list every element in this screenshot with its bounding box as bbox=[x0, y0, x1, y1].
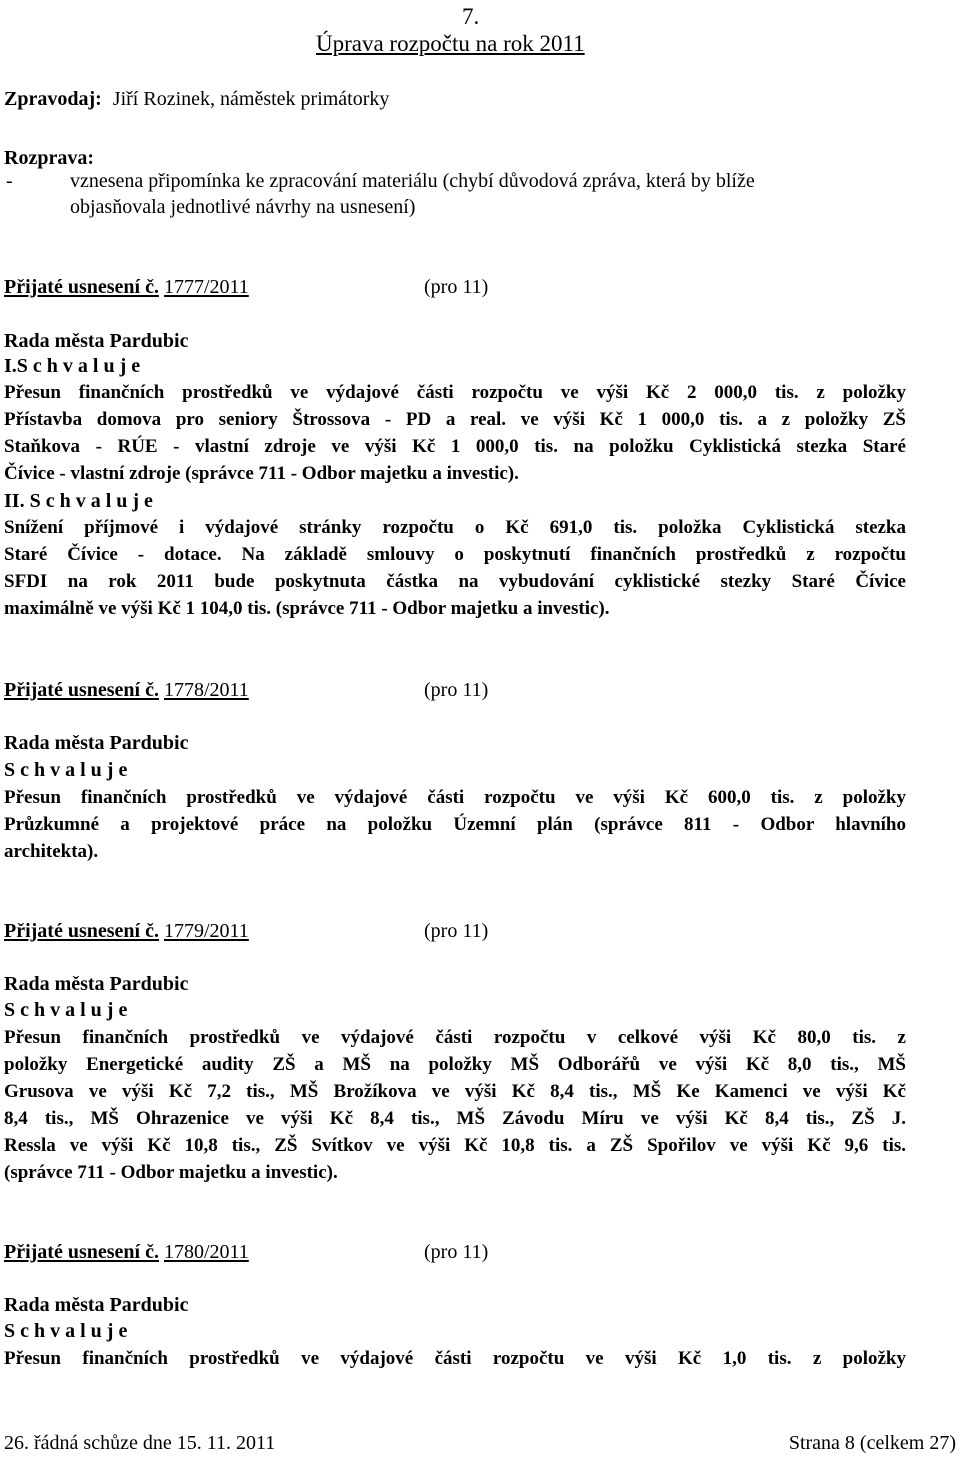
resolution-header-1779 bbox=[4, 918, 249, 944]
resolution-body-1780 bbox=[4, 1345, 906, 1372]
resolution-body-1778 bbox=[4, 784, 906, 865]
resolution-header-1777 bbox=[4, 274, 249, 300]
resolution-vote: (pro 11) bbox=[424, 679, 489, 701]
resolution-vote: (pro 11) bbox=[424, 1241, 489, 1263]
body-line: Přesun finančních prostředků ve výdajové části rozpočtu ve výši Kč 2 000,0 tis. z položky bbox=[4, 382, 906, 403]
council-name: Rada města Pardubic bbox=[4, 330, 189, 352]
resolution-prefix: Přijaté usnesení č. bbox=[4, 1241, 159, 1263]
body-line: Průzkumné a projektové práce na položku Územní plán (správce 811 - Odbor hlavního bbox=[4, 814, 906, 835]
resolution-body-1777-a bbox=[4, 379, 906, 487]
footer-session: 26. řádná schůze dne 15. 11. 2011 bbox=[4, 1432, 276, 1454]
reporter-name: Jiří Rozinek, náměstek primátorky bbox=[112, 88, 390, 110]
discussion-line-1: vznesena připomínka ke zpracování materiálu (chybí důvodová zpráva, která by blíže bbox=[70, 170, 755, 192]
approve-heading: S c h v a l u j e bbox=[4, 1320, 128, 1342]
body-line: Staňkova - RÚE - vlastní zdroje ve výši Kč 1 000,0 tis. na položku Cyklistická stezka Staré bbox=[4, 436, 906, 457]
resolution-number: 1778/2011 bbox=[163, 679, 249, 701]
approve-heading-2: II. S c h v a l u j e bbox=[4, 490, 153, 512]
page-title: Úprava rozpočtu na rok 2011 bbox=[316, 31, 585, 56]
body-line: Staré Čívice - dotace. Na základě smlouvy o poskytnutí finančních prostředků z rozpočtu bbox=[4, 544, 906, 565]
body-line: Přesun finančních prostředků ve výdajové části rozpočtu v celkové výši Kč 80,0 tis. z bbox=[4, 1027, 906, 1048]
resolution-prefix: Přijaté usnesení č. bbox=[4, 920, 159, 942]
approve-heading: S c h v a l u j e bbox=[4, 759, 128, 781]
body-line: Přesun finančních prostředků ve výdajové části rozpočtu ve výši Kč 600,0 tis. z položky bbox=[4, 787, 906, 808]
body-line: Snížení příjmové i výdajové stránky rozpočtu o Kč 691,0 tis. položka Cyklistická stezka bbox=[4, 517, 906, 538]
reporter-label: Zpravodaj: bbox=[4, 88, 102, 110]
agenda-number: 7. bbox=[462, 4, 480, 29]
body-line: položky Energetické audity ZŠ a MŠ na položky MŠ Odborářů ve výši Kč 8,0 tis., MŠ bbox=[4, 1054, 906, 1075]
body-line: Přesun finančních prostředků ve výdajové části rozpočtu ve výši Kč 1,0 tis. z položky bbox=[4, 1348, 906, 1369]
resolution-header-1780 bbox=[4, 1239, 249, 1265]
body-line: (správce 711 - Odbor majetku a investic). bbox=[4, 1162, 338, 1183]
resolution-vote: (pro 11) bbox=[424, 276, 489, 298]
discussion-line-2: objasňovala jednotlivé návrhy na usnesení) bbox=[70, 196, 416, 218]
discussion-label: Rozprava: bbox=[4, 147, 94, 169]
resolution-vote: (pro 11) bbox=[424, 920, 489, 942]
discussion-dash: - bbox=[6, 170, 13, 192]
resolution-body-1779 bbox=[4, 1024, 906, 1186]
body-line: Ressla ve výši Kč 10,8 tis., ZŠ Svítkov ve výši Kč 10,8 tis. a ZŠ Spořilov ve výši Kč 9,6 tis. bbox=[4, 1135, 906, 1156]
approve-heading: S c h v a l u j e bbox=[4, 999, 128, 1021]
resolution-body-1777-b bbox=[4, 514, 906, 622]
body-line: architekta). bbox=[4, 841, 99, 862]
body-line: SFDI na rok 2011 bude poskytnuta částka na vybudování cyklistické stezky Staré Čívice bbox=[4, 571, 906, 592]
body-line: 8,4 tis., MŠ Ohrazenice ve výši Kč 8,4 tis., MŠ Závodu Míru ve výši Kč 8,4 tis., ZŠ J. bbox=[4, 1108, 906, 1129]
council-name: Rada města Pardubic bbox=[4, 732, 189, 754]
resolution-number: 1777/2011 bbox=[163, 276, 249, 298]
body-line: Grusova ve výši Kč 7,2 tis., MŠ Brožíkova ve výši Kč 8,4 tis., MŠ Ke Kamenci ve výši Kč bbox=[4, 1081, 906, 1102]
resolution-number: 1779/2011 bbox=[163, 920, 249, 942]
council-name: Rada města Pardubic bbox=[4, 1294, 189, 1316]
footer-page-number: Strana 8 (celkem 27) bbox=[788, 1432, 956, 1454]
body-line: Čívice - vlastní zdroje (správce 711 - Odbor majetku a investic). bbox=[4, 463, 519, 484]
resolution-prefix: Přijaté usnesení č. bbox=[4, 679, 159, 701]
council-name: Rada města Pardubic bbox=[4, 973, 189, 995]
reporter-line bbox=[4, 86, 389, 112]
body-line: Přístavba domova pro seniory Štrossova - PD a real. ve výši Kč 1 000,0 tis. a z položky ZŠ bbox=[4, 409, 906, 430]
resolution-prefix: Přijaté usnesení č. bbox=[4, 276, 159, 298]
approve-heading-1: I.S c h v a l u j e bbox=[4, 355, 141, 377]
body-line: maximálně ve výši Kč 1 104,0 tis. (správce 711 - Odbor majetku a investic). bbox=[4, 598, 610, 619]
resolution-number: 1780/2011 bbox=[163, 1241, 249, 1263]
resolution-header-1778 bbox=[4, 677, 249, 703]
